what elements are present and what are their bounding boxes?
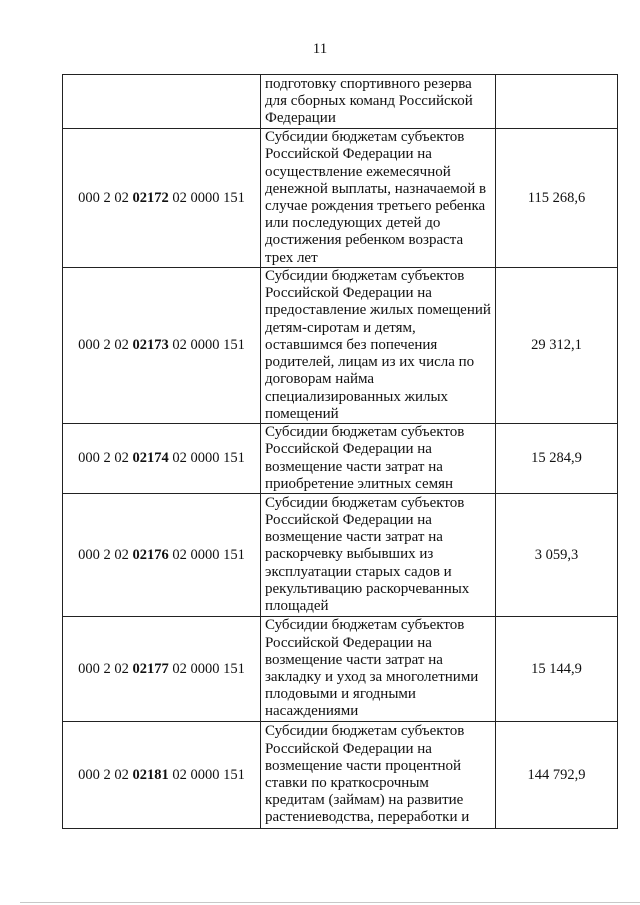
table-row (63, 424, 618, 494)
amount-cell (496, 75, 618, 129)
income-name-cell: подготовку спортивного резерва для сборных команд Российской Федерации (261, 75, 496, 129)
table-row (63, 129, 618, 268)
income-name-cell: Субсидии бюджетам субъектов Российской Федерации на возмещение части затрат на закладку и уход за многолетними плодовыми и ягодными насаждениями (261, 617, 496, 722)
table-row (63, 722, 618, 829)
budget-code-cell (63, 129, 261, 268)
code-suffix: 02 0000 151 (168, 337, 245, 353)
amount-cell: 15 144,9 (496, 617, 618, 722)
code-prefix: 000 2 02 (78, 766, 133, 783)
budget-code-cell (63, 617, 261, 722)
code-bold: 02177 (132, 660, 169, 677)
table-row (63, 494, 618, 617)
page-number: 11 (312, 41, 328, 57)
amount-cell: 144 792,9 (496, 722, 618, 829)
budget-table (62, 74, 618, 829)
budget-code-cell (63, 75, 261, 129)
code-suffix: 02 0000 151 (168, 660, 245, 677)
code-prefix: 000 2 02 (78, 660, 133, 677)
income-name-cell: Субсидии бюджетам субъектов Российской Федерации на предоставление жилых помещений детям-сиротам и детям, оставшимся без попечения родителей, лицам из их числа по договорам найма специализированных жилых помещений (261, 268, 496, 424)
code-bold: 02172 (132, 189, 169, 206)
amount-cell: 115 268,6 (496, 129, 618, 268)
budget-code-cell (63, 494, 261, 617)
table-row (63, 268, 618, 424)
code-suffix: 02 0000 151 (168, 189, 245, 206)
income-name-cell: Субсидии бюджетам субъектов Российской Федерации на возмещение части затрат на раскорчевку выбывших из эксплуатации старых садов и рекультивацию раскорчеванных площадей (261, 494, 496, 617)
code-prefix: 000 2 02 (78, 189, 133, 206)
table-row (63, 75, 618, 129)
code-prefix: 000 2 02 (78, 337, 133, 353)
amount-cell: 15 284,9 (496, 424, 618, 494)
income-name-cell: Субсидии бюджетам субъектов Российской Федерации на возмещение части процентной ставки по краткосрочным кредитам (займам) на развитие растениеводства, переработки и (261, 722, 496, 829)
code-bold: 02181 (132, 766, 169, 783)
code-prefix: 000 2 02 (78, 546, 133, 563)
budget-code-cell (63, 424, 261, 494)
income-name-cell: Субсидии бюджетам субъектов Российской Федерации на возмещение части затрат на приобретение элитных семян (261, 424, 496, 494)
budget-code-cell (63, 268, 261, 424)
code-suffix: 02 0000 151 (168, 766, 245, 783)
code-bold: 02174 (132, 450, 169, 466)
table-row (63, 617, 618, 722)
code-suffix: 02 0000 151 (168, 546, 245, 563)
code-prefix: 000 2 02 (78, 450, 133, 466)
budget-code-cell (63, 722, 261, 829)
code-suffix: 02 0000 151 (168, 450, 245, 466)
code-bold: 02176 (132, 546, 169, 563)
amount-cell: 29 312,1 (496, 268, 618, 424)
code-bold: 02173 (132, 337, 169, 353)
page-bottom-edge (20, 902, 640, 903)
income-name-cell: Субсидии бюджетам субъектов Российской Федерации на осуществление ежемесячной денежной выплаты, назначаемой в случае рождения третьего ребенка или последующих детей до достижения ребенком возраста трех лет (261, 129, 496, 268)
amount-cell: 3 059,3 (496, 494, 618, 617)
